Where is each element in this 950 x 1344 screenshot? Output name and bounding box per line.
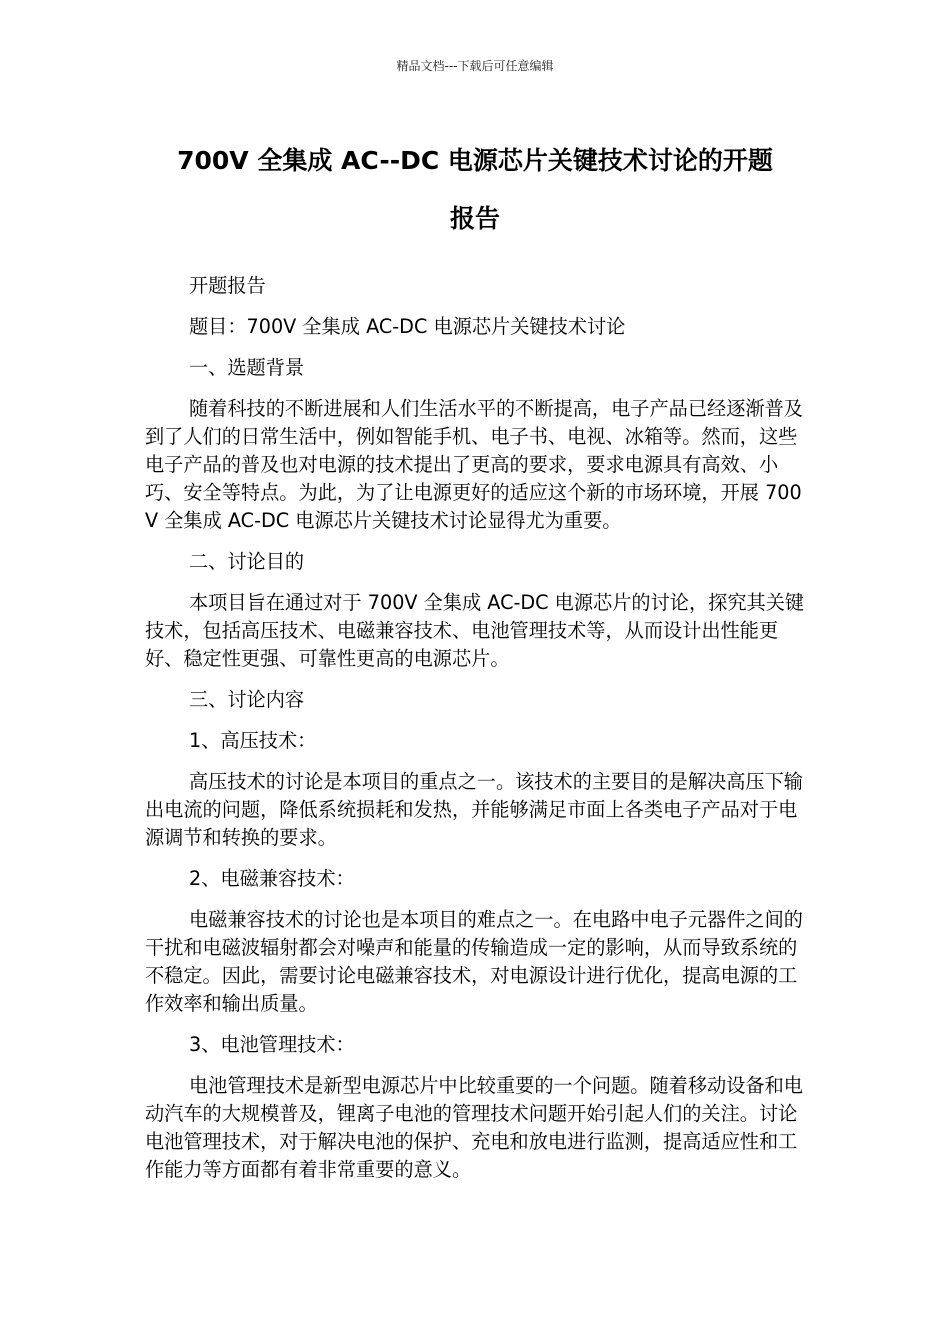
- section-heading-purpose: 二、讨论目的: [189, 550, 305, 573]
- item-heading-battery: 3、电池管理技术：: [189, 1033, 355, 1056]
- page-header: 精品文档---下载后可任意编辑: [396, 59, 554, 73]
- item-paragraph-emc: 电磁兼容技术的讨论也是本项目的难点之一。在电路中电子元器件之间的干扰和电磁波辐射都会对噪声和能量的传输造成一定的影响，从而导致系统的不稳定。因此，需要讨论电磁兼容技术，对电源设计进行优化，提高电源的工作效率和输出质量。: [145, 908, 803, 1015]
- section-paragraph-background: 随着科技的不断进展和人们生活水平的不断提高，电子产品已经逐渐普及到了人们的日常生活中，例如智能手机、电子书、电视、冰箱等。然而，这些电子产品的普及也对电源的技术提出了更高的要求，要求电源具有高效、小巧、安全等特点。为此，为了让电源更好的适应这个新的市场环境，开展 700V 全集成 AC-DC 电源芯片关键技术讨论显得尤为重要。: [145, 397, 803, 532]
- report-label: 开题报告: [189, 274, 266, 297]
- item-paragraph-battery: 电池管理技术是新型电源芯片中比较重要的一个问题。随着移动设备和电动汽车的大规模普及，锂离子电池的管理技术问题开始引起人们的关注。讨论电池管理技术，对于解决电池的保护、充电和放电进行监测，提高适应性和工作能力等方面都有着非常重要的意义。: [145, 1074, 803, 1181]
- section-heading-background: 一、选题背景: [189, 356, 305, 379]
- title-line-2: 报告: [449, 204, 500, 233]
- document-body: [145, 272, 807, 1197]
- subject-line: 题目：700V 全集成 AC-DC 电源芯片关键技术讨论: [189, 315, 626, 338]
- section-heading-content: 三、讨论内容: [189, 688, 305, 711]
- document-title: [140, 132, 810, 248]
- item-heading-high-voltage: 1、高压技术：: [189, 729, 317, 752]
- item-paragraph-high-voltage: 高压技术的讨论是本项目的重点之一。该技术的主要目的是解决高压下输出电流的问题，降低系统损耗和发热，并能够满足市面上各类电子产品对于电源调节和转换的要求。: [145, 770, 803, 849]
- section-paragraph-purpose: 本项目旨在通过对于 700V 全集成 AC-DC 电源芯片的讨论，探究其关键技术，包括高压技术、电磁兼容技术、电池管理技术等，从而设计出性能更好、稳定性更强、可靠性更高的电源芯片。: [145, 591, 805, 670]
- title-line-1: 700V 全集成 AC--DC 电源芯片关键技术讨论的开题: [177, 146, 773, 175]
- item-heading-emc: 2、电磁兼容技术：: [189, 867, 355, 890]
